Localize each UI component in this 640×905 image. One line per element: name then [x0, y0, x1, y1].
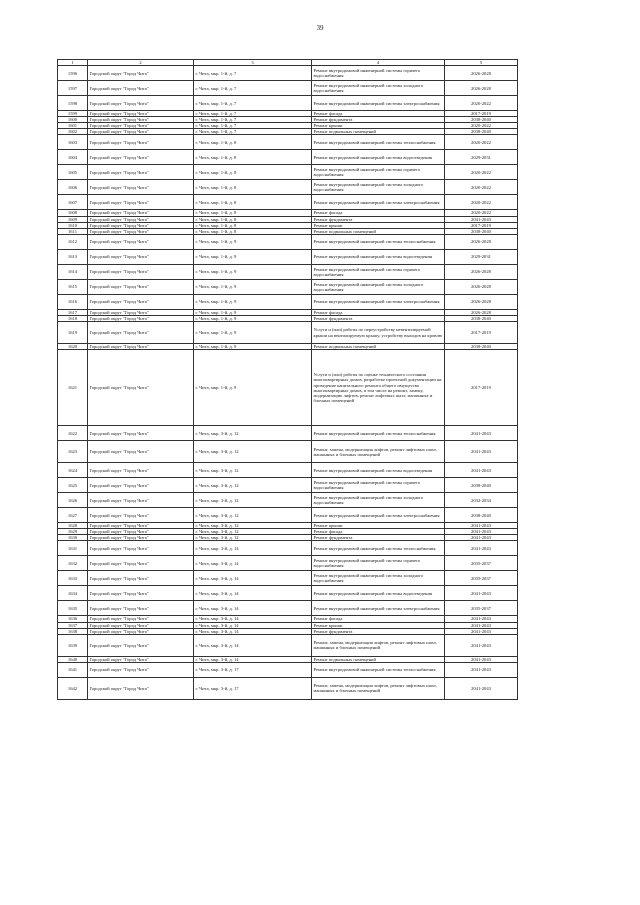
- row-number: 1607: [58, 195, 88, 210]
- owner-cell: Городской округ "Город Чита": [88, 222, 194, 228]
- owner-cell: Городской округ "Город Чита": [88, 228, 194, 234]
- period-cell: 2041-2043: [445, 662, 518, 677]
- table-row: [58, 249, 518, 264]
- address-cell: г. Чита, мкр. 1-й, д. 9: [194, 234, 312, 249]
- owner-cell: Городской округ "Город Чита": [88, 81, 194, 96]
- row-number: 1616: [58, 294, 88, 309]
- work-type-cell: Ремонт фасада: [312, 529, 445, 535]
- owner-cell: Городской округ "Город Чита": [88, 478, 194, 493]
- address-cell: г. Чита, мкр. 1-й, д. 8: [194, 135, 312, 150]
- row-number: 1640: [58, 656, 88, 662]
- owner-cell: Городской округ "Город Чита": [88, 294, 194, 309]
- address-cell: г. Чита, мкр. 1-й, д. 7: [194, 81, 312, 96]
- address-cell: г. Чита, мкр. 1-й, д. 8: [194, 228, 312, 234]
- owner-cell: Городской округ "Город Чита": [88, 616, 194, 622]
- period-cell: 2020-2022: [445, 135, 518, 150]
- address-cell: г. Чита, мкр. 1-й, д. 9: [194, 322, 312, 344]
- work-type-cell: Ремонт фундамента: [312, 315, 445, 321]
- row-number: 1636: [58, 616, 88, 622]
- address-cell: г. Чита, мкр. 1-й, д. 7: [194, 96, 312, 111]
- row-number: 1626: [58, 493, 88, 508]
- period-cell: 2020-2022: [445, 210, 518, 216]
- period-cell: 2041-2043: [445, 677, 518, 699]
- row-number: 1605: [58, 165, 88, 180]
- row-number: 1634: [58, 586, 88, 601]
- owner-cell: Городской округ "Город Чита": [88, 634, 194, 656]
- row-number: 1615: [58, 279, 88, 294]
- work-type-cell: Ремонт внутридомовой инженерной системы теплоснабжения: [312, 135, 445, 150]
- column-number-2: 2: [88, 60, 194, 66]
- work-type-cell: Ремонт крыши: [312, 222, 445, 228]
- row-number: 1614: [58, 264, 88, 279]
- period-cell: 2035-2037: [445, 556, 518, 571]
- period-cell: 2041-2043: [445, 628, 518, 634]
- address-cell: г. Чита, мкр. 1-й, д. 7: [194, 111, 312, 117]
- address-cell: г. Чита, мкр. 3-й, д. 14: [194, 541, 312, 556]
- row-number: 1600: [58, 117, 88, 123]
- work-type-cell: Ремонт подвальных помещений: [312, 228, 445, 234]
- period-cell: 2041-2043: [445, 634, 518, 656]
- work-type-cell: Ремонт фундамента: [312, 117, 445, 123]
- table-row: [58, 350, 518, 426]
- owner-cell: Городской округ "Город Чита": [88, 210, 194, 216]
- row-number: 1629: [58, 529, 88, 535]
- period-cell: 2020-2022: [445, 180, 518, 195]
- address-cell: г. Чита, мкр. 3-й, д. 14: [194, 601, 312, 616]
- row-number: 1599: [58, 111, 88, 117]
- work-type-cell: Ремонт фасада: [312, 111, 445, 117]
- period-cell: 2038-2040: [445, 228, 518, 234]
- owner-cell: Городской округ "Город Чита": [88, 264, 194, 279]
- row-number: 1632: [58, 556, 88, 571]
- owner-cell: Городской округ "Город Чита": [88, 628, 194, 634]
- work-type-cell: Ремонт фундамента: [312, 628, 445, 634]
- row-number: 1601: [58, 123, 88, 129]
- table-row: [58, 234, 518, 249]
- address-cell: г. Чита, мкр. 1-й, д. 8: [194, 165, 312, 180]
- address-cell: г. Чита, мкр. 1-й, д. 9: [194, 264, 312, 279]
- table-row: [58, 195, 518, 210]
- period-cell: 2026-2028: [445, 309, 518, 315]
- owner-cell: Городской округ "Город Чита": [88, 493, 194, 508]
- period-cell: 2017-2019: [445, 350, 518, 426]
- period-cell: 2038-2040: [445, 315, 518, 321]
- owner-cell: Городской округ "Город Чита": [88, 441, 194, 463]
- owner-cell: Городской округ "Город Чита": [88, 315, 194, 321]
- work-type-cell: Ремонт подвальных помещений: [312, 129, 445, 135]
- owner-cell: Городской округ "Город Чита": [88, 123, 194, 129]
- work-type-cell: Ремонт внутридомовой инженерной системы теплоснабжения: [312, 234, 445, 249]
- owner-cell: Городской округ "Город Чита": [88, 662, 194, 677]
- owner-cell: Городской округ "Город Чита": [88, 216, 194, 222]
- work-type-cell: Ремонт внутридомовой инженерной системы электроснабжения: [312, 601, 445, 616]
- table-row: [58, 294, 518, 309]
- table-row: [58, 441, 518, 463]
- work-type-cell: Ремонт внутридомовой инженерной системы теплоснабжения: [312, 541, 445, 556]
- work-type-cell: Ремонт, замена, модернизация лифтов, ремонт лифтовых шахт, машинных и блочных помещений: [312, 677, 445, 699]
- table-row: [58, 135, 518, 150]
- work-type-cell: Ремонт подвальных помещений: [312, 656, 445, 662]
- row-number: 1597: [58, 81, 88, 96]
- address-cell: г. Чита, мкр. 3-й, д. 12: [194, 426, 312, 441]
- period-cell: 2041-2043: [445, 529, 518, 535]
- row-number: 1602: [58, 129, 88, 135]
- owner-cell: Городской округ "Город Чита": [88, 66, 194, 81]
- period-cell: 2029-2031: [445, 150, 518, 165]
- column-number-1: 1: [58, 60, 88, 66]
- period-cell: 2038-2040: [445, 344, 518, 350]
- work-type-cell: Ремонт фасада: [312, 309, 445, 315]
- address-cell: г. Чита, мкр. 1-й, д. 9: [194, 249, 312, 264]
- column-number-5: 5: [445, 60, 518, 66]
- table-row: [58, 463, 518, 478]
- address-cell: г. Чита, мкр. 1-й, д. 9: [194, 309, 312, 315]
- period-cell: 2032-2034: [445, 493, 518, 508]
- owner-cell: Городской округ "Город Чита": [88, 556, 194, 571]
- work-type-cell: Ремонт подвальных помещений: [312, 344, 445, 350]
- table-row: [58, 677, 518, 699]
- work-type-cell: Ремонт крыши: [312, 622, 445, 628]
- work-type-cell: Услуги и (или) работы по переустройству невентилируемой крыши на вентилируемую крышу, устройству выходов на кровлю: [312, 322, 445, 344]
- work-type-cell: Ремонт фасада: [312, 616, 445, 622]
- row-number: 1603: [58, 135, 88, 150]
- period-cell: 2017-2019: [445, 222, 518, 228]
- table-row: [58, 96, 518, 111]
- table-row: [58, 493, 518, 508]
- address-cell: г. Чита, мкр. 3-й, д. 12: [194, 493, 312, 508]
- owner-cell: Городской округ "Город Чита": [88, 249, 194, 264]
- row-number: 1638: [58, 628, 88, 634]
- owner-cell: Городской округ "Город Чита": [88, 677, 194, 699]
- owner-cell: Городской округ "Город Чита": [88, 535, 194, 541]
- address-cell: г. Чита, мкр. 1-й, д. 8: [194, 222, 312, 228]
- period-cell: 2035-2037: [445, 601, 518, 616]
- row-number: 1606: [58, 180, 88, 195]
- table-row: [58, 150, 518, 165]
- work-type-cell: Ремонт, замена, модернизация лифтов, ремонт лифтовых шахт, машинных и блочных помещений: [312, 441, 445, 463]
- work-type-cell: Ремонт внутридомовой инженерной системы водоотведения: [312, 249, 445, 264]
- address-cell: г. Чита, мкр. 1-й, д. 8: [194, 150, 312, 165]
- period-cell: 2026-2028: [445, 294, 518, 309]
- table-row: [58, 478, 518, 493]
- address-cell: г. Чита, мкр. 1-й, д. 8: [194, 216, 312, 222]
- work-type-cell: Ремонт внутридомовой инженерной системы теплоснабжения: [312, 662, 445, 677]
- period-cell: 2041-2043: [445, 216, 518, 222]
- address-cell: г. Чита, мкр. 1-й, д. 9: [194, 294, 312, 309]
- period-cell: 2041-2043: [445, 463, 518, 478]
- table-row: [58, 165, 518, 180]
- owner-cell: Городской округ "Город Чита": [88, 150, 194, 165]
- period-cell: 2020-2022: [445, 123, 518, 129]
- work-type-cell: Ремонт внутридомовой инженерной системы холодного водоснабжения: [312, 493, 445, 508]
- address-cell: г. Чита, мкр. 3-й, д. 14: [194, 628, 312, 634]
- row-number: 1611: [58, 228, 88, 234]
- address-cell: г. Чита, мкр. 3-й, д. 12: [194, 441, 312, 463]
- owner-cell: Городской округ "Город Чита": [88, 117, 194, 123]
- work-type-cell: Ремонт внутридомовой инженерной системы горячего водоснабжения: [312, 478, 445, 493]
- owner-cell: Городской округ "Город Чита": [88, 463, 194, 478]
- row-number: 1608: [58, 210, 88, 216]
- work-type-cell: Ремонт внутридомовой инженерной системы электроснабжения: [312, 294, 445, 309]
- owner-cell: Городской округ "Город Чита": [88, 129, 194, 135]
- work-type-cell: Ремонт крыши: [312, 123, 445, 129]
- owner-cell: Городской округ "Город Чита": [88, 195, 194, 210]
- address-cell: г. Чита, мкр. 1-й, д. 7: [194, 66, 312, 81]
- period-cell: 2041-2043: [445, 622, 518, 628]
- owner-cell: Городской округ "Город Чита": [88, 571, 194, 586]
- row-number: 1621: [58, 350, 88, 426]
- table-row: [58, 279, 518, 294]
- work-type-cell: Ремонт внутридомовой инженерной системы горячего водоснабжения: [312, 66, 445, 81]
- work-type-cell: Ремонт внутридомовой инженерной системы холодного водоснабжения: [312, 571, 445, 586]
- table-row: [58, 322, 518, 344]
- address-cell: г. Чита, мкр. 3-й, д. 17: [194, 662, 312, 677]
- period-cell: 2041-2043: [445, 441, 518, 463]
- work-type-cell: Ремонт внутридомовой инженерной системы горячего водоснабжения: [312, 264, 445, 279]
- table-row: [58, 541, 518, 556]
- address-cell: г. Чита, мкр. 3-й, д. 12: [194, 478, 312, 493]
- owner-cell: Городской округ "Город Чита": [88, 344, 194, 350]
- period-cell: 2038-2040: [445, 478, 518, 493]
- work-type-cell: Ремонт внутридомовой инженерной системы электроснабжения: [312, 96, 445, 111]
- period-cell: 2029-2031: [445, 249, 518, 264]
- address-cell: г. Чита, мкр. 3-й, д. 14: [194, 634, 312, 656]
- row-number: 1619: [58, 322, 88, 344]
- column-number-3: 3: [194, 60, 312, 66]
- owner-cell: Городской округ "Город Чита": [88, 622, 194, 628]
- owner-cell: Городской округ "Город Чита": [88, 234, 194, 249]
- period-cell: 2041-2043: [445, 616, 518, 622]
- work-type-cell: Ремонт фундамента: [312, 216, 445, 222]
- address-cell: г. Чита, мкр. 1-й, д. 7: [194, 129, 312, 135]
- owner-cell: Городской округ "Город Чита": [88, 279, 194, 294]
- row-number: 1633: [58, 571, 88, 586]
- address-cell: г. Чита, мкр. 1-й, д. 7: [194, 123, 312, 129]
- address-cell: г. Чита, мкр. 3-й, д. 12: [194, 529, 312, 535]
- row-number: 1609: [58, 216, 88, 222]
- work-type-cell: Ремонт крыши: [312, 523, 445, 529]
- period-cell: 2041-2043: [445, 535, 518, 541]
- address-cell: г. Чита, мкр. 1-й, д. 8: [194, 180, 312, 195]
- row-number: 1604: [58, 150, 88, 165]
- address-cell: г. Чита, мкр. 1-й, д. 9: [194, 279, 312, 294]
- row-number: 1617: [58, 309, 88, 315]
- row-number: 1598: [58, 96, 88, 111]
- row-number: 1622: [58, 426, 88, 441]
- capital-repair-table: [57, 59, 518, 700]
- period-cell: 2041-2043: [445, 656, 518, 662]
- work-type-cell: Ремонт внутридомовой инженерной системы водоотведения: [312, 150, 445, 165]
- owner-cell: Городской округ "Город Чита": [88, 96, 194, 111]
- owner-cell: Городской округ "Город Чита": [88, 180, 194, 195]
- period-cell: 2038-2040: [445, 129, 518, 135]
- period-cell: 2020-2022: [445, 96, 518, 111]
- address-cell: г. Чита, мкр. 3-й, д. 14: [194, 571, 312, 586]
- period-cell: 2026-2028: [445, 66, 518, 81]
- period-cell: 2026-2028: [445, 81, 518, 96]
- owner-cell: Городской округ "Город Чита": [88, 309, 194, 315]
- owner-cell: Городской округ "Город Чита": [88, 111, 194, 117]
- owner-cell: Городской округ "Город Чита": [88, 586, 194, 601]
- owner-cell: Городской округ "Город Чита": [88, 508, 194, 523]
- work-type-cell: Услуги и (или) работы по оценке технического состояния многоквартирных домов, разработке проектной документации на проведение капитального ремонта общего имущества многоквартирных домов, в том числе на ремонт, замену, модернизацию лифтов, ремонт лифтовых шахт, машинных и блочных помещений: [312, 350, 445, 426]
- table-row: [58, 662, 518, 677]
- work-type-cell: Ремонт внутридомовой инженерной системы холодного водоснабжения: [312, 81, 445, 96]
- table-row: [58, 571, 518, 586]
- table-row: [58, 81, 518, 96]
- address-cell: г. Чита, мкр. 1-й, д. 9: [194, 315, 312, 321]
- work-type-cell: Ремонт внутридомовой инженерной системы горячего водоснабжения: [312, 556, 445, 571]
- row-number: 1624: [58, 463, 88, 478]
- table-row: [58, 426, 518, 441]
- row-number: 1642: [58, 677, 88, 699]
- table-row: [58, 264, 518, 279]
- page-number: 39: [316, 24, 324, 32]
- row-number: 1625: [58, 478, 88, 493]
- work-type-cell: Ремонт внутридомовой инженерной системы водоотведения: [312, 586, 445, 601]
- row-number: 1637: [58, 622, 88, 628]
- period-cell: 2026-2028: [445, 279, 518, 294]
- address-cell: г. Чита, мкр. 3-й, д. 14: [194, 656, 312, 662]
- owner-cell: Городской округ "Город Чита": [88, 523, 194, 529]
- row-number: 1639: [58, 634, 88, 656]
- period-cell: 2038-2040: [445, 508, 518, 523]
- work-type-cell: Ремонт внутридомовой инженерной системы электроснабжения: [312, 508, 445, 523]
- table-row: [58, 556, 518, 571]
- row-number: 1623: [58, 441, 88, 463]
- work-type-cell: Ремонт внутридомовой инженерной системы водоотведения: [312, 463, 445, 478]
- row-number: 1627: [58, 508, 88, 523]
- address-cell: г. Чита, мкр. 3-й, д. 14: [194, 616, 312, 622]
- address-cell: г. Чита, мкр. 1-й, д. 8: [194, 195, 312, 210]
- row-number: 1618: [58, 315, 88, 321]
- work-type-cell: Ремонт внутридомовой инженерной системы холодного водоснабжения: [312, 180, 445, 195]
- address-cell: г. Чита, мкр. 1-й, д. 7: [194, 117, 312, 123]
- period-cell: 2035-2037: [445, 571, 518, 586]
- address-cell: г. Чита, мкр. 1-й, д. 9: [194, 350, 312, 426]
- row-number: 1613: [58, 249, 88, 264]
- table-row: [58, 586, 518, 601]
- owner-cell: Городской округ "Город Чита": [88, 165, 194, 180]
- period-cell: 2020-2022: [445, 165, 518, 180]
- work-type-cell: Ремонт, замена, модернизация лифтов, ремонт лифтовых шахт, машинных и блочных помещений: [312, 634, 445, 656]
- period-cell: 2017-2019: [445, 322, 518, 344]
- period-cell: 2041-2043: [445, 523, 518, 529]
- period-cell: 2041-2043: [445, 541, 518, 556]
- owner-cell: Городской округ "Город Чита": [88, 350, 194, 426]
- work-type-cell: Ремонт внутридомовой инженерной системы горячего водоснабжения: [312, 165, 445, 180]
- work-type-cell: Ремонт фасада: [312, 210, 445, 216]
- address-cell: г. Чита, мкр. 1-й, д. 9: [194, 344, 312, 350]
- owner-cell: Городской округ "Город Чита": [88, 601, 194, 616]
- row-number: 1635: [58, 601, 88, 616]
- address-cell: г. Чита, мкр. 3-й, д. 14: [194, 556, 312, 571]
- period-cell: 2041-2043: [445, 426, 518, 441]
- period-cell: 2041-2043: [445, 586, 518, 601]
- work-type-cell: Ремонт внутридомовой инженерной системы теплоснабжения: [312, 426, 445, 441]
- address-cell: г. Чита, мкр. 3-й, д. 12: [194, 523, 312, 529]
- row-number: 1641: [58, 662, 88, 677]
- owner-cell: Городской округ "Город Чита": [88, 656, 194, 662]
- row-number: 1596: [58, 66, 88, 81]
- address-cell: г. Чита, мкр. 3-й, д. 14: [194, 622, 312, 628]
- owner-cell: Городской округ "Город Чита": [88, 322, 194, 344]
- table-row: [58, 601, 518, 616]
- work-type-cell: Ремонт фундамента: [312, 535, 445, 541]
- period-cell: 2026-2028: [445, 264, 518, 279]
- row-number: 1630: [58, 535, 88, 541]
- owner-cell: Городской округ "Город Чита": [88, 529, 194, 535]
- table-row: [58, 66, 518, 81]
- table-row: [58, 180, 518, 195]
- work-type-cell: Ремонт внутридомовой инженерной системы холодного водоснабжения: [312, 279, 445, 294]
- period-cell: 2026-2028: [445, 234, 518, 249]
- row-number: 1628: [58, 523, 88, 529]
- owner-cell: Городской округ "Город Чита": [88, 541, 194, 556]
- address-cell: г. Чита, мкр. 3-й, д. 12: [194, 535, 312, 541]
- address-cell: г. Чита, мкр. 3-й, д. 12: [194, 463, 312, 478]
- row-number: 1610: [58, 222, 88, 228]
- address-cell: г. Чита, мкр. 1-й, д. 8: [194, 210, 312, 216]
- owner-cell: Городской округ "Город Чита": [88, 426, 194, 441]
- address-cell: г. Чита, мкр. 3-й, д. 14: [194, 586, 312, 601]
- row-number: 1620: [58, 344, 88, 350]
- row-number: 1631: [58, 541, 88, 556]
- row-number: 1612: [58, 234, 88, 249]
- address-cell: г. Чита, мкр. 3-й, д. 12: [194, 508, 312, 523]
- address-cell: г. Чита, мкр. 3-й, д. 17: [194, 677, 312, 699]
- table-row: [58, 508, 518, 523]
- table-row: [58, 634, 518, 656]
- period-cell: 2017-2019: [445, 111, 518, 117]
- period-cell: 2020-2022: [445, 195, 518, 210]
- work-type-cell: Ремонт внутридомовой инженерной системы электроснабжения: [312, 195, 445, 210]
- owner-cell: Городской округ "Город Чита": [88, 135, 194, 150]
- period-cell: 2038-2040: [445, 117, 518, 123]
- column-number-4: 4: [312, 60, 445, 66]
